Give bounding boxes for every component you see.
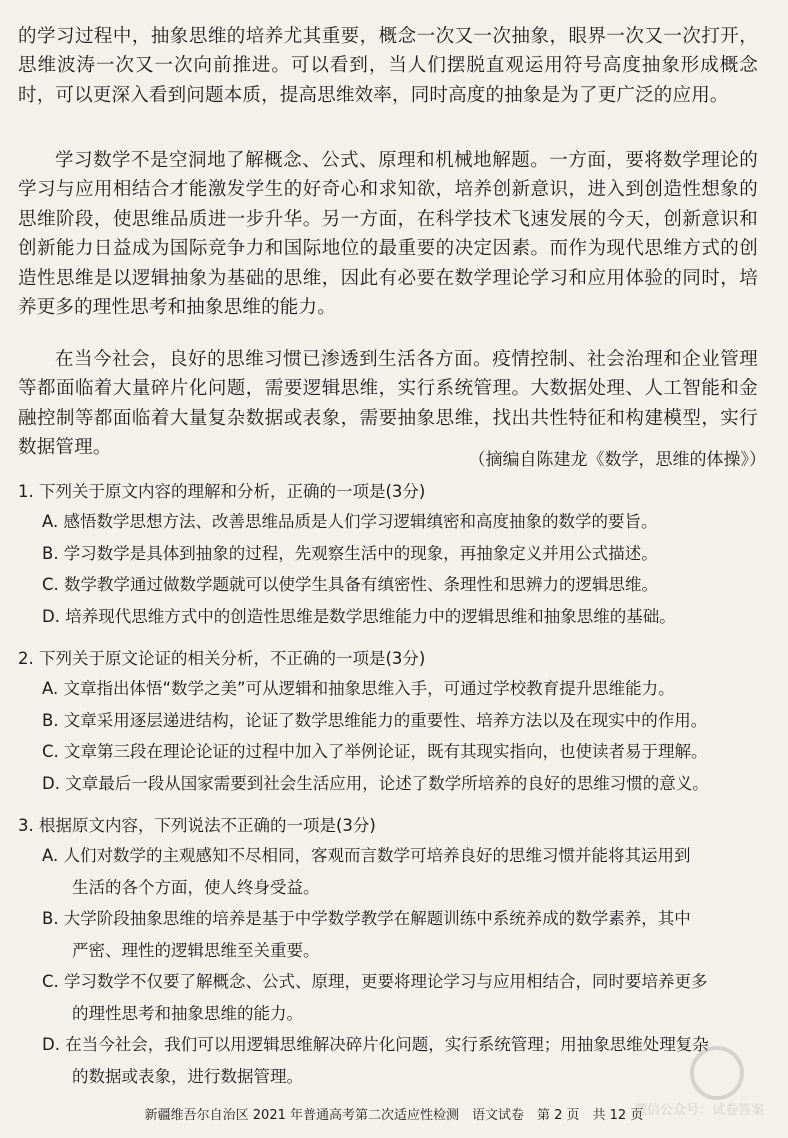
option-b: B. 文章采用逐层递进结构，论证了数学思维能力的重要性、培养方法以及在现实中的作用。: [42, 710, 708, 730]
option-d: D. 培养现代思维方式中的创造性思维是数学思维能力中的逻辑思维和抽象思维的基础。: [42, 606, 676, 626]
option-d: D. 文章最后一段从国家需要到社会生活应用，论述了数学所培养的良好的思维习惯的意义。: [42, 773, 709, 793]
question-stem: 2. 下列关于原文论证的相关分析，不正确的一项是(3分): [18, 649, 426, 668]
option-b-line-1: B. 大学阶段抽象思维的培养是基于中学数学教学在解题训练中系统养成的数学素养，其中: [42, 909, 691, 928]
option-c: [18, 966, 758, 1029]
passage-paragraph-3: 在当今社会，良好的思维习惯已渗透到生活各方面。疫情控制、社会治理和企业管理等都面临着大量碎片化问题，需要逻辑思维，实行系统管理。大数据处理、人工智能和金融控制等都面临着大量复杂数据或表象，需要抽象思维，找出共性特征和构建模型，实行数据管理。: [18, 349, 758, 459]
option-d-line-1: D. 在当今社会，我们可以用逻辑思维解决碎片化问题，实行系统管理；用抽象思维处理复杂: [42, 1035, 709, 1054]
passage-paragraph-1: 的学习过程中，抽象思维的培养尤其重要，概念一次又一次抽象，眼界一次又一次打开，思维波涛一次又一次向前推进。可以看到，当人们摆脱直观运用符号高度抽象形成概念时，可以更深入看到问题本质，提高思维效率，同时高度的抽象是为了更广泛的应用。: [18, 26, 758, 106]
question-stem: 1. 下列关于原文内容的理解和分析，正确的一项是(3分): [18, 482, 426, 501]
question-2: [18, 645, 758, 799]
page-footer: 新疆维吾尔自治区 2021 年普通高考第二次适应性检测 语文试卷 第 2 页 共 12 页: [144, 1108, 644, 1123]
watermark-text: 微信公众号：试卷答案: [633, 1103, 764, 1118]
option-b: [18, 903, 758, 966]
option-c: C. 文章第三段在理论论证的过程中加入了举例论证，既有其现实指向，也使读者易于理解。: [42, 742, 708, 761]
option-a-line-2: 生活的各个方面，使人终身受益。: [72, 877, 320, 897]
option-c: C. 数学教学通过做数学题就可以使学生具备有缜密性、条理性和思辨力的逻辑思维。: [42, 575, 659, 594]
option-a-line-1: A. 人们对数学的主观感知不尽相同，客观而言数学可培养良好的思维习惯并能将其运用到: [42, 846, 691, 865]
option-a: A. 感悟数学思想方法、改善思维品质是人们学习逻辑缜密和高度抽象的数学的要旨。: [42, 512, 658, 531]
passage-paragraph-2: 学习数学不是空洞地了解概念、公式、原理和机械地解题。一方面，要将数学理论的学习与应用相结合才能激发学生的好奇心和求知欲，培养创新意识，进入到创造性想象的思维阶段，使思维品质进一步升华。另一方面，在科学技术飞速发展的今天，创新意识和创新能力日益成为国际竞争力和国际地位的最重要的决定因素。而作为现代思维方式的创造性思维是以逻辑抽象为基础的思维，因此有必要在数学理论学习和应用体验的同时，培养更多的理性思考和抽象思维的能力。: [18, 150, 758, 319]
question-1: [18, 478, 758, 632]
option-b: B. 学习数学是具体到抽象的过程，先观察生活中的现象，再抽象定义并用公式描述。: [42, 543, 658, 563]
option-a: A. 文章指出体悟“数学之美”可从逻辑和抽象思维入手，可通过学校教育提升思维能力。: [42, 679, 675, 698]
passage-source: （摘编自陈建龙《数学，思维的体操》）: [468, 450, 766, 470]
option-a: [18, 840, 758, 903]
option-b-line-2: 严密、理性的逻辑思维至关重要。: [72, 940, 320, 960]
watermark-logo-icon: [690, 1046, 744, 1100]
option-d-line-2: 的数据或表象，进行数据管理。: [72, 1066, 303, 1086]
question-stem: 3. 根据原文内容，下列说法不正确的一项是(3分): [18, 816, 376, 835]
option-c-line-2: 的理性思考和抽象思维的能力。: [72, 1003, 303, 1023]
option-c-line-1: C. 学习数学不仅要了解概念、公式、原理，更要将理论学习与应用相结合，同时要培养更多: [42, 972, 708, 991]
